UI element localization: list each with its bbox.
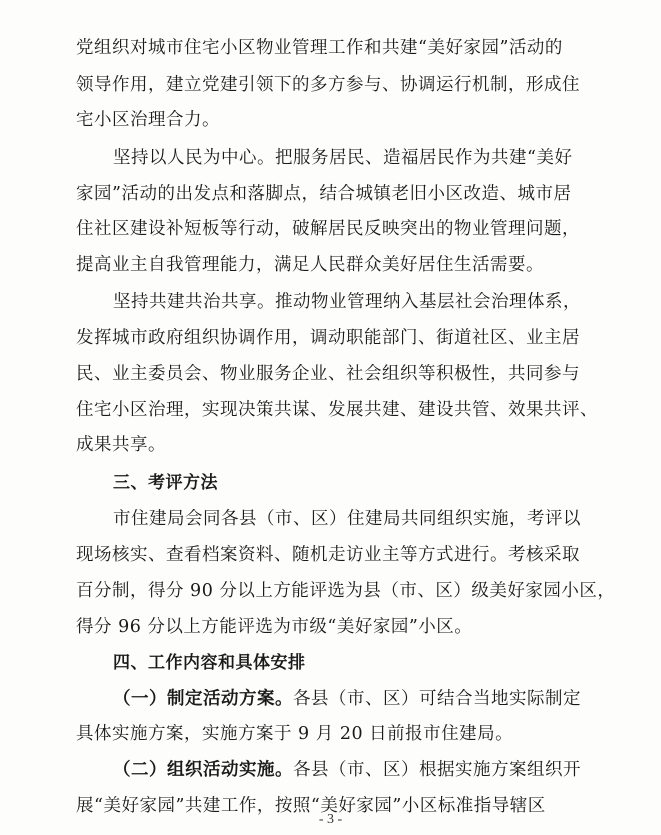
- paragraph-line: 坚持以人民为中心。把服务居民、造福居民作为共建“美好: [113, 148, 573, 168]
- numbered-item-line: [0, 753, 661, 787]
- item-label: （一）制定活动方案。: [113, 689, 293, 709]
- paragraph-line: 坚持共建共治共享。推动物业管理纳入基层社会治理体系，: [113, 292, 581, 312]
- paragraph-line: 民、业主委员会、物业服务企业、社会组织等积极性，共同参与: [76, 364, 580, 384]
- paragraph-line: 领导作用，建立党建引领下的多方参与、协调运行机制，形成住: [76, 75, 580, 95]
- paragraph-line: 提高业主自我管理能力，满足人民群众美好居住生活需要。: [76, 255, 544, 275]
- paragraph-line: 具体实施方案，实施方案于 9 月 20 日前报市住建局。: [76, 724, 514, 744]
- page-number: - 3 -: [318, 812, 343, 827]
- paragraph-line: 成果共享。: [76, 435, 166, 455]
- item-label: （二）组织活动实施。: [113, 760, 293, 780]
- section-heading: 三、考评方法: [113, 473, 218, 493]
- item-text: 各县（市、区）根据实施方案组织开: [293, 760, 581, 780]
- paragraph-line: 发挥城市政府组织协调作用，调动职能部门、街道社区、业主居: [76, 328, 580, 348]
- item-text: 各县（市、区）可结合当地实际制定: [293, 689, 581, 709]
- paragraph-line: 住社区建设补短板等行动，破解居民反映突出的物业管理问题，: [76, 219, 580, 239]
- paragraph-line: 展“美好家园”共建工作，按照“美好家园”小区标准指导辖区: [76, 796, 546, 816]
- paragraph-line: 住宅小区治理，实现决策共谋、发展共建、建设共管、效果共评、: [76, 400, 598, 420]
- paragraph-line: 百分制，得分 90 分以上方能评选为县（市、区）级美好家园小区，: [76, 581, 616, 601]
- paragraph-line: 得分 96 分以上方能评选为市级“美好家园”小区。: [76, 617, 473, 637]
- numbered-item-line: [0, 682, 661, 716]
- paragraph-line: 家园”活动的出发点和落脚点，结合城镇老旧小区改造、城市居: [76, 184, 572, 204]
- paragraph-line: 党组织对城市住宅小区物业管理工作和共建“美好家园”活动的: [76, 38, 563, 58]
- section-heading: 四、工作内容和具体安排: [113, 653, 306, 673]
- paragraph-line: 市住建局会同各县（市、区）住建局共同组织实施，考评以: [113, 509, 581, 529]
- paragraph-line: 现场核实、查看档案资料、随机走访业主等方式进行。考核采取: [76, 545, 580, 565]
- paragraph-line: 宅小区治理合力。: [76, 110, 220, 130]
